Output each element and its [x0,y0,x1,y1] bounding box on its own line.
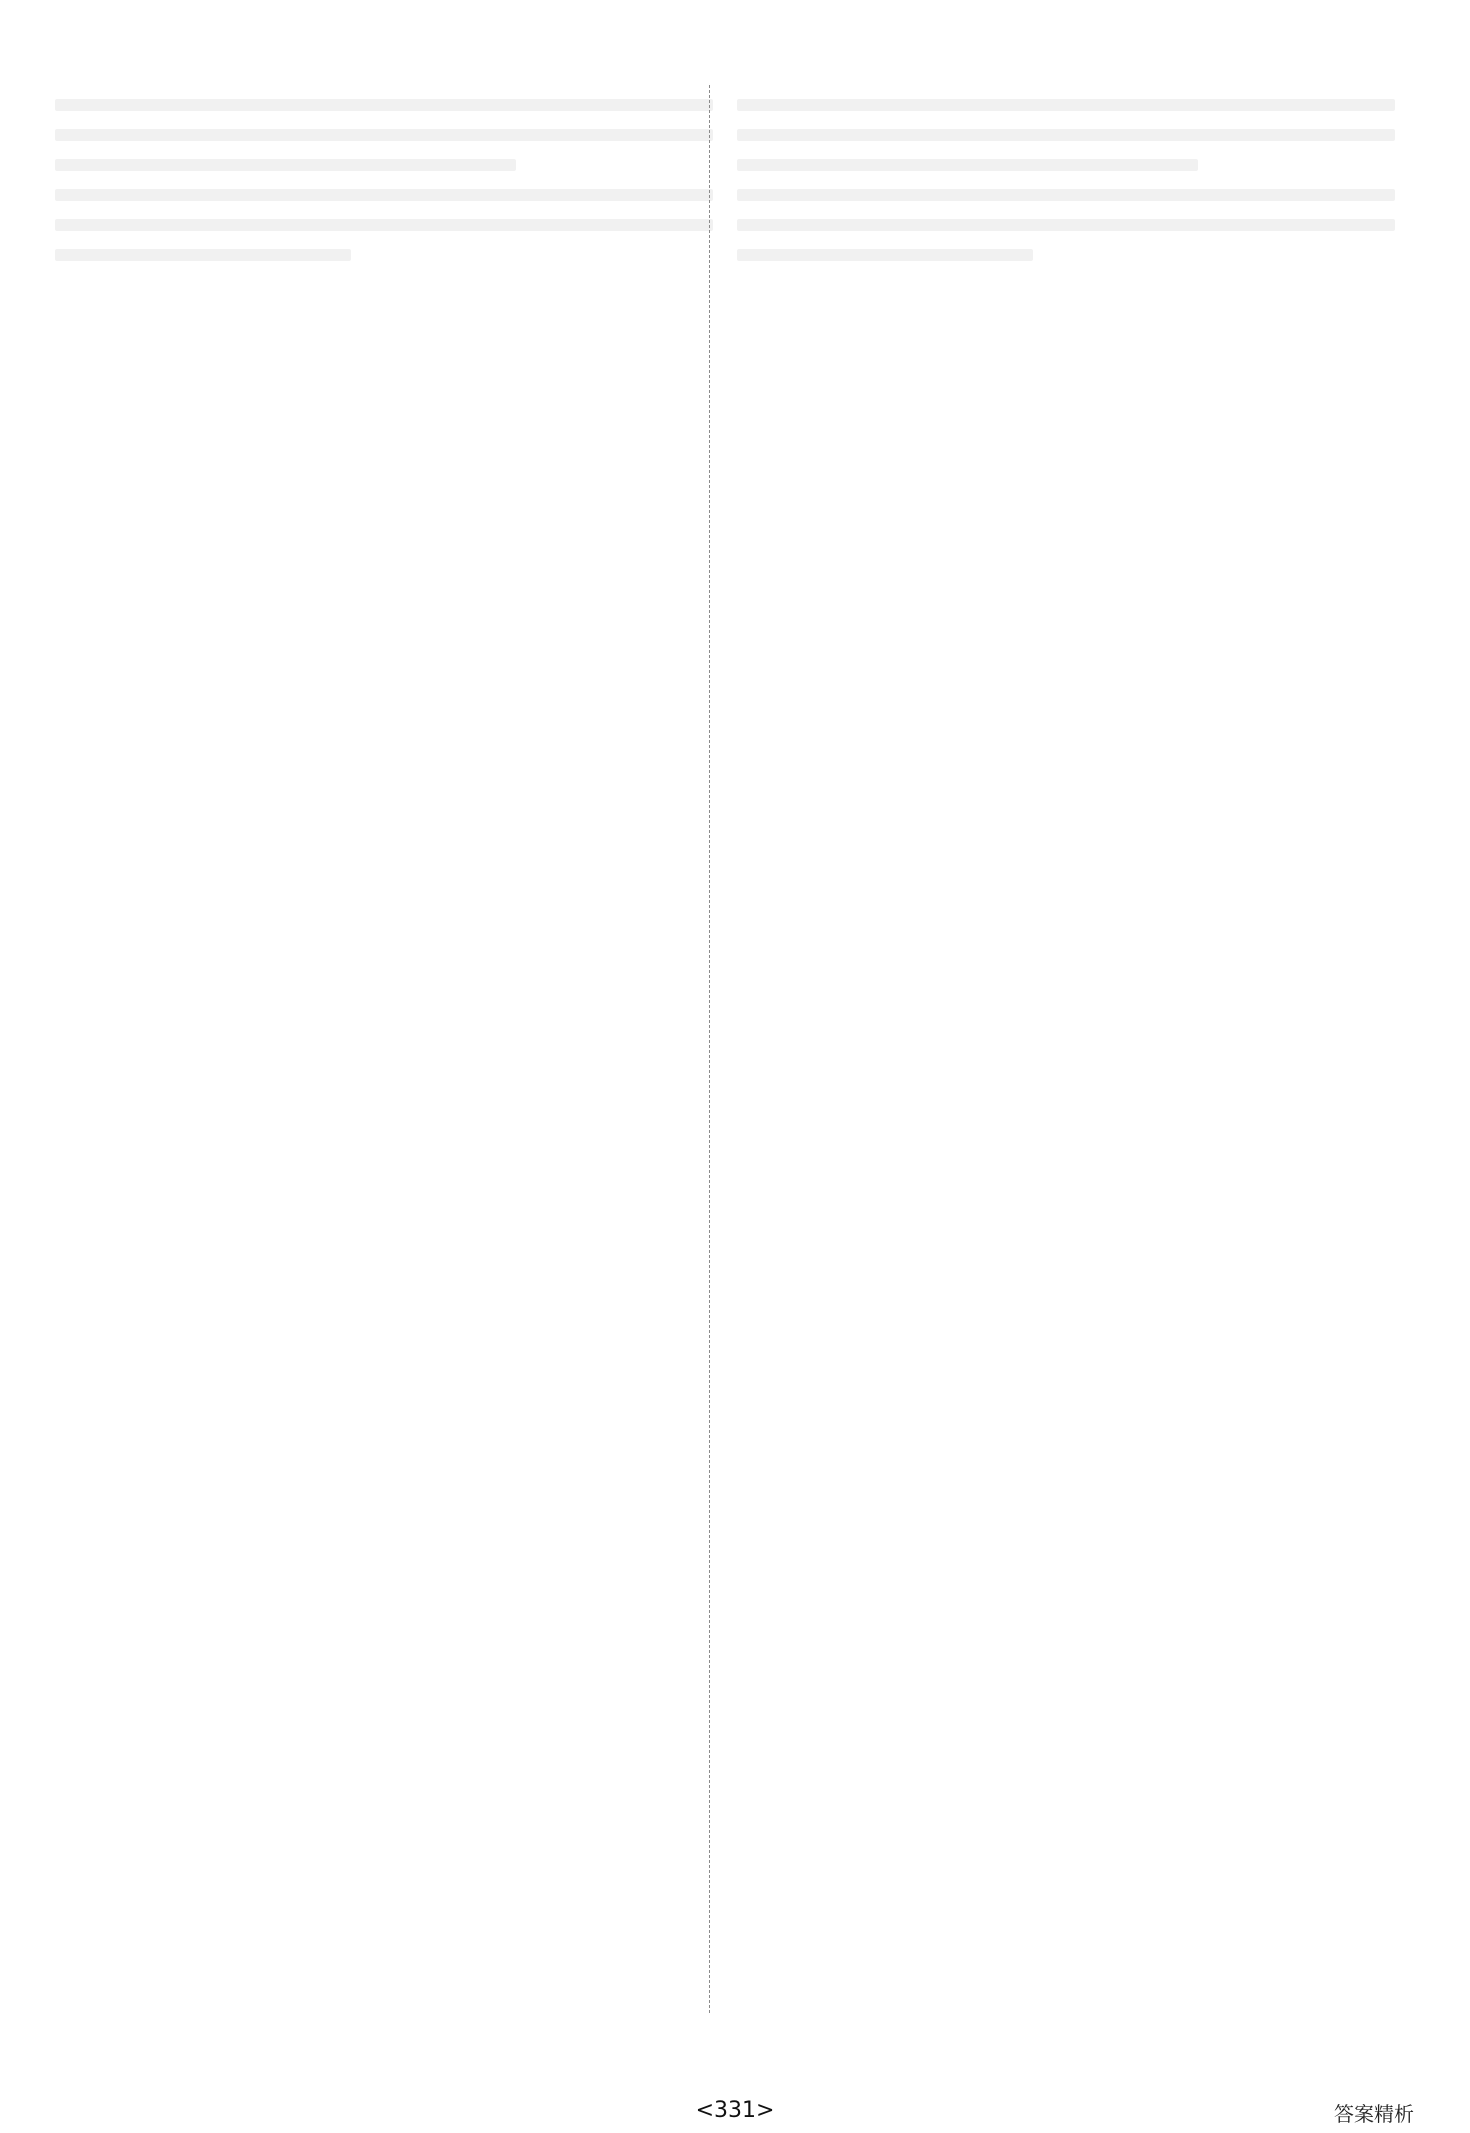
footer-label: 答案精析 [1334,2102,1414,2126]
right-column [737,85,1395,2013]
left-column [55,85,713,2013]
right-column-content [737,85,1395,279]
column-divider [709,85,710,2013]
page-number: <331> [695,2098,775,2123]
left-column-content [55,85,713,279]
